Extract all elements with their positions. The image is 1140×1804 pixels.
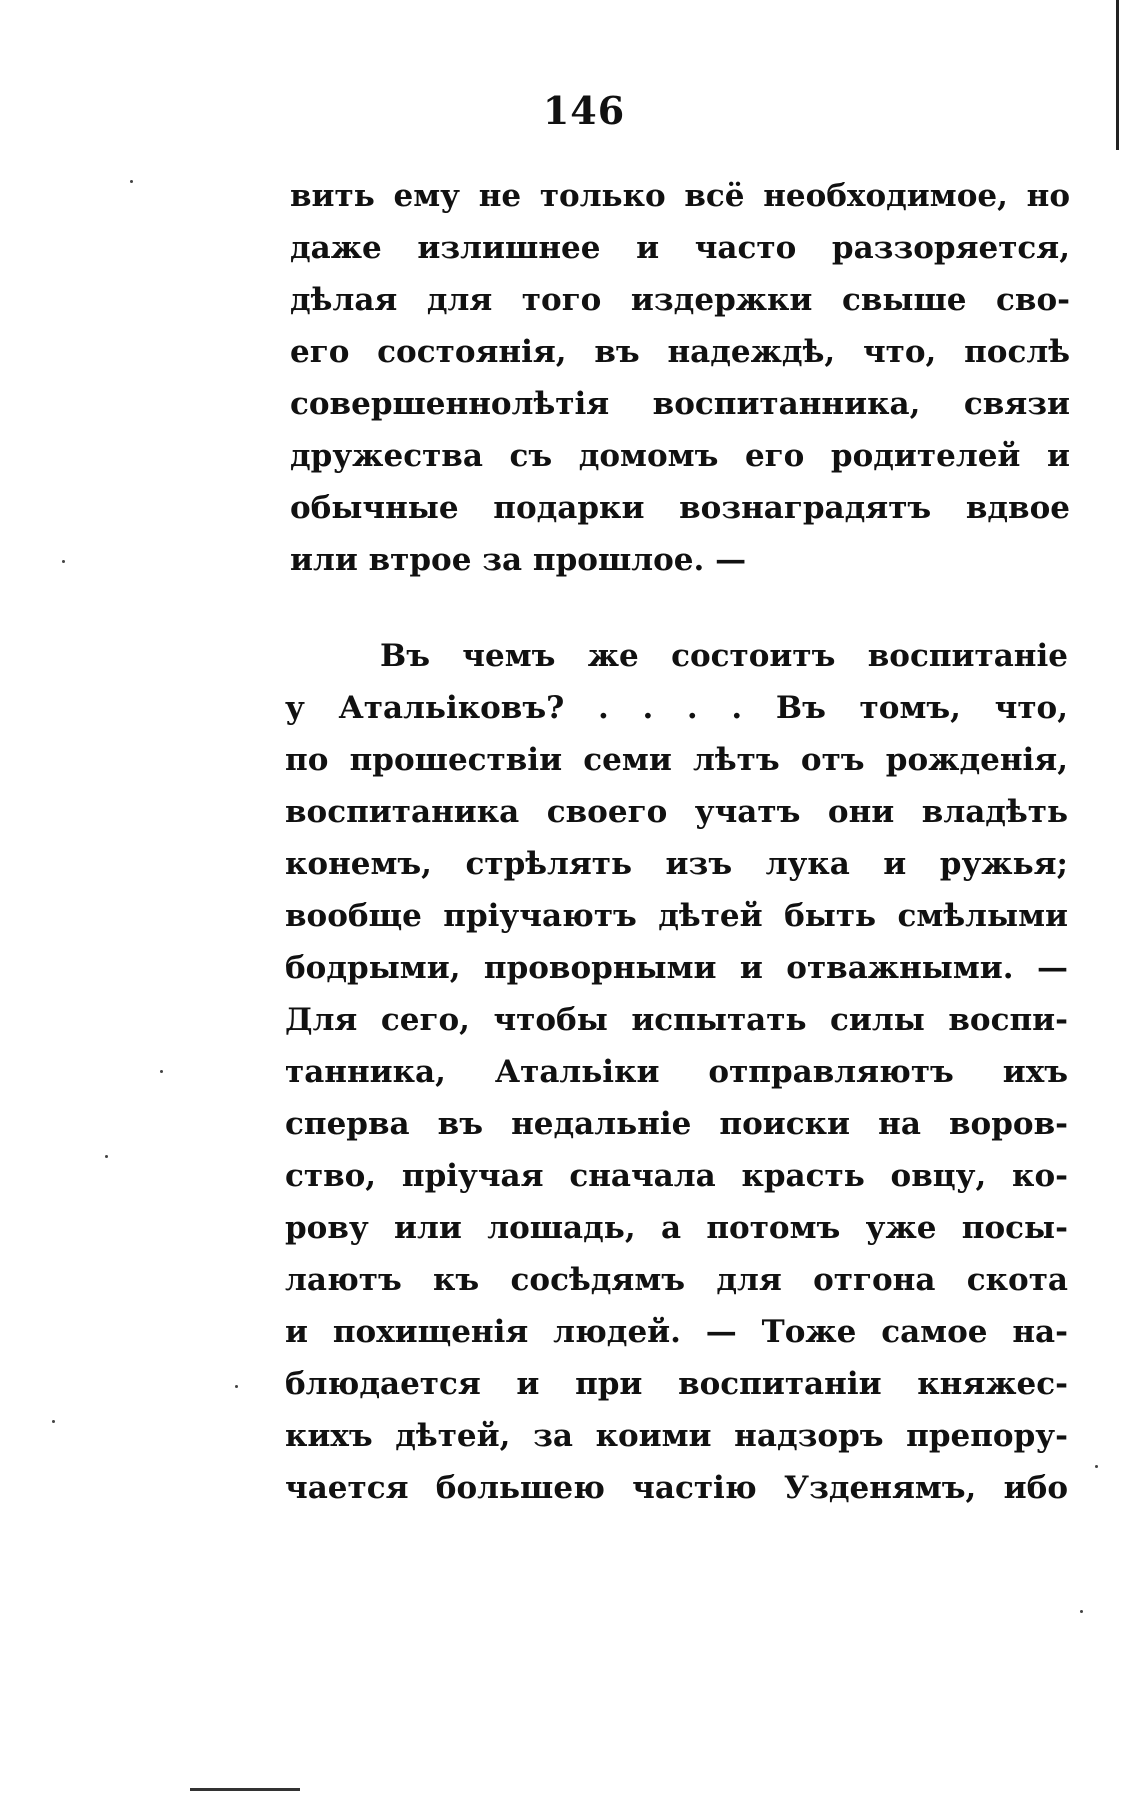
text-line: чается большею частію Узденямъ, ибо xyxy=(285,1470,1068,1506)
scan-speck xyxy=(1095,1465,1098,1468)
text-line: дѣлая для того издержки свыше сво- xyxy=(290,282,1070,318)
scan-speck xyxy=(160,1070,163,1073)
text-line: сперва въ недальніе поиски на воров- xyxy=(285,1106,1068,1142)
text-line: по прошествіи семи лѣтъ отъ рожденія, xyxy=(285,742,1068,778)
text-line: Для сего, чтобы испытать силы воспи- xyxy=(285,1002,1068,1038)
text-line: вить ему не только всё необходимое, но xyxy=(290,178,1070,214)
text-line: кихъ дѣтей, за коими надзоръ препору- xyxy=(285,1418,1068,1454)
text-line: рову или лошадь, а потомъ уже посы- xyxy=(285,1210,1068,1246)
text-line: воспитаника своего учатъ они владѣть xyxy=(285,794,1068,830)
scan-speck xyxy=(1080,1610,1083,1613)
scan-speck xyxy=(130,180,133,183)
text-line: блюдается и при воспитаніи княжес- xyxy=(285,1366,1068,1402)
text-line: даже излишнее и часто раззоряется, xyxy=(290,230,1070,266)
paragraph-2 xyxy=(285,630,1068,1514)
scan-speck xyxy=(62,560,65,563)
scan-speck xyxy=(105,1155,108,1158)
text-line: Въ чемъ же состоитъ воспитаніе xyxy=(380,638,1068,674)
text-line: его состоянія, въ надеждѣ, что, послѣ xyxy=(290,334,1070,370)
text-line: ство, пріучая сначала красть овцу, ко- xyxy=(285,1158,1068,1194)
text-line: танника, Атальіки отправляютъ ихъ xyxy=(285,1054,1068,1090)
text-line: бодрыми, проворными и отважными. — xyxy=(285,950,1068,986)
text-line: лаютъ къ сосѣдямъ для отгона скота xyxy=(285,1262,1068,1298)
text-line: у Атальіковъ? . . . . Въ томъ, что, xyxy=(285,690,1068,726)
text-line: совершеннолѣтія воспитанника, связи xyxy=(290,386,1070,422)
bottom-rule xyxy=(190,1788,300,1791)
scan-speck xyxy=(235,1385,238,1388)
text-line: или втрое за прошлое. — xyxy=(290,542,747,578)
text-line: и похищенія людей. — Тоже самое на- xyxy=(285,1314,1068,1350)
text-line: вообще пріучаютъ дѣтей быть смѣлыми xyxy=(285,898,1068,934)
text-line: дружества съ домомъ его родителей и xyxy=(290,438,1070,474)
page-number: 146 xyxy=(542,88,626,133)
text-line: конемъ, стрѣлять изъ лука и ружья; xyxy=(285,846,1068,882)
text-line: обычные подарки вознаградятъ вдвое xyxy=(290,490,1070,526)
paragraph-1 xyxy=(290,170,1070,586)
scan-speck xyxy=(52,1420,55,1423)
